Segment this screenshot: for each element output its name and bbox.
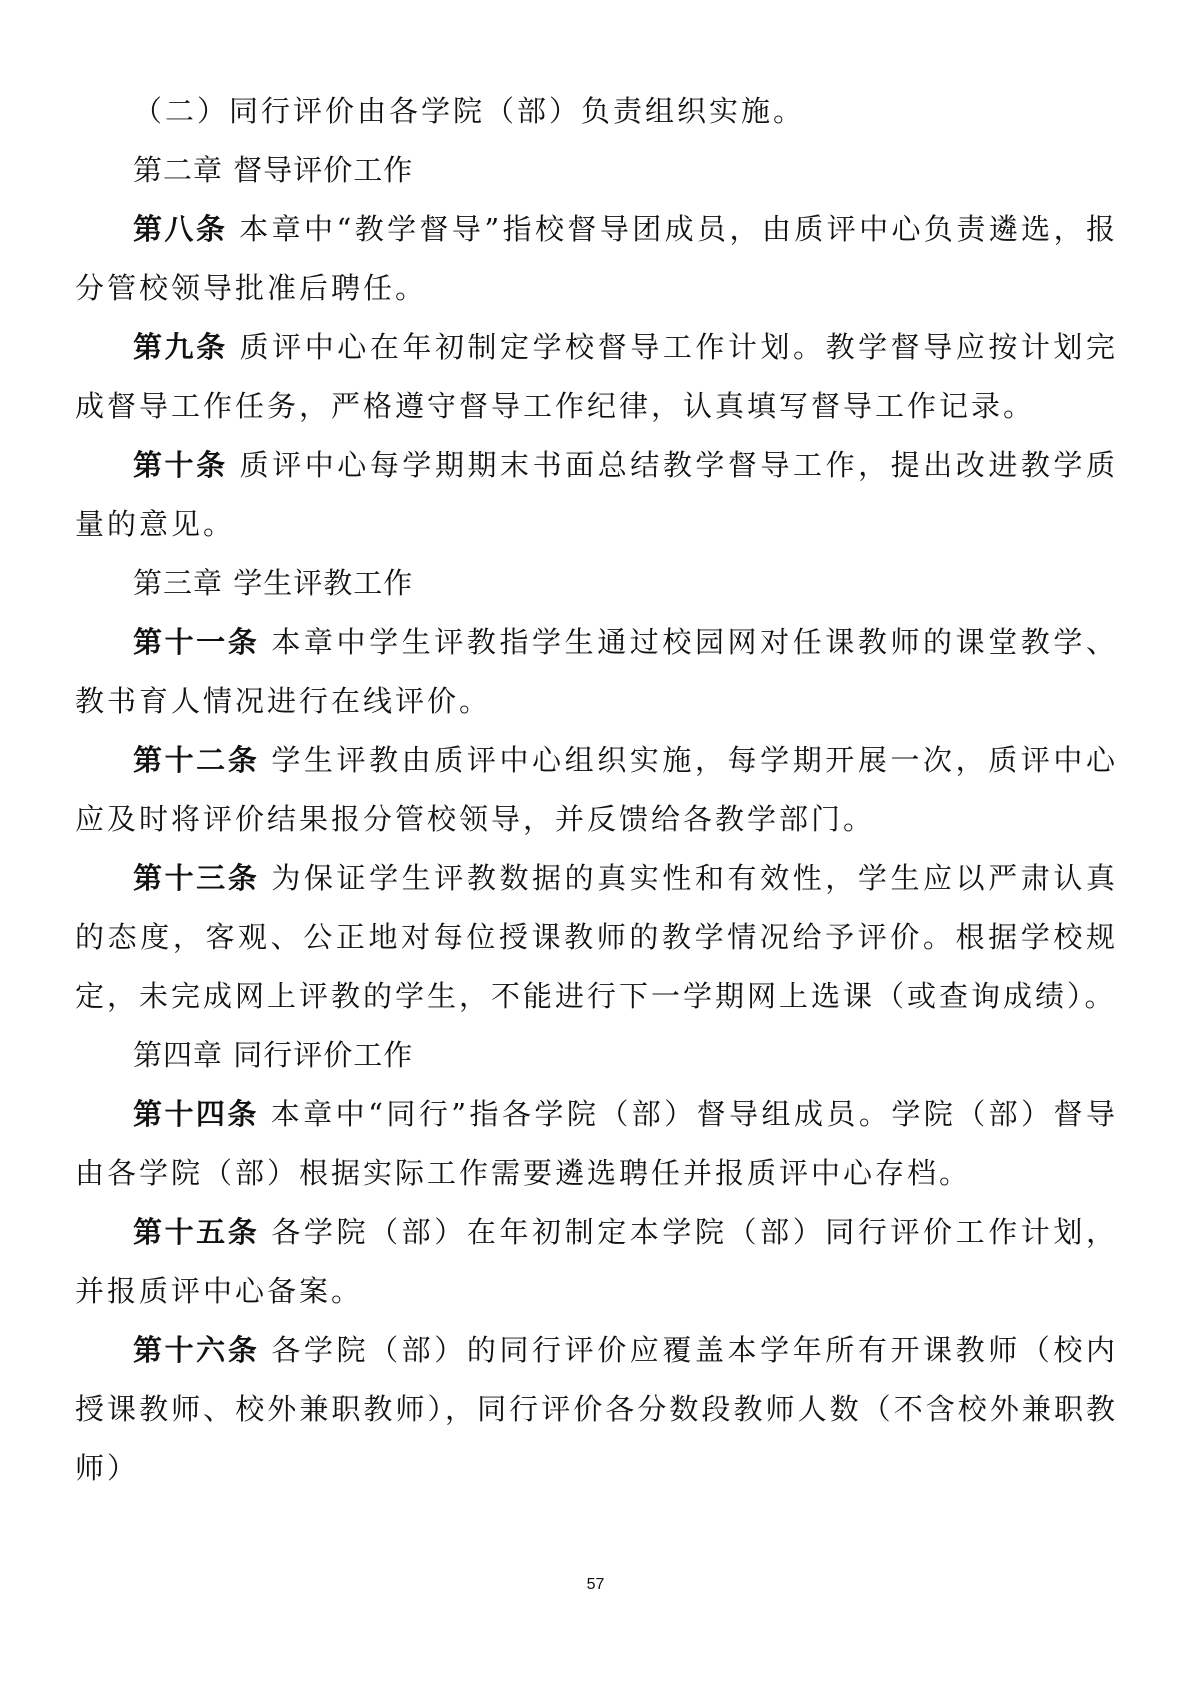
paragraph-intro (75, 82, 1118, 141)
article-text: 质评中心在年初制定学校督导工作计划。教学督导应按计划完成督导工作任务，严格遵守督导工作纪律，认真填写督导工作记录。 (75, 330, 1118, 423)
article-11 (75, 613, 1118, 731)
article-text: 本章中“同行”指各学院（部）督导组成员。学院（部）督导由各学院（部）根据实际工作需要遴选聘任并报质评中心存档。 (75, 1097, 1118, 1190)
article-16 (75, 1321, 1118, 1498)
article-text: 各学院（部）在年初制定本学院（部）同行评价工作计划，并报质评中心备案。 (75, 1215, 1118, 1308)
article-label: 第八条 (133, 212, 228, 246)
article-label: 第十三条 (133, 861, 260, 895)
article-10 (75, 436, 1118, 554)
article-label: 第十五条 (133, 1215, 260, 1249)
article-label: 第十一条 (133, 625, 260, 659)
article-text: 各学院（部）的同行评价应覆盖本学年所有开课教师（校内授课教师、校外兼职教师），同行评价各分数段教师人数（不含校外兼职教师） (75, 1333, 1118, 1485)
article-text: 本章中学生评教指学生通过校园网对任课教师的课堂教学、教书育人情况进行在线评价。 (75, 625, 1118, 718)
document-body (75, 82, 1118, 1498)
article-14 (75, 1085, 1118, 1203)
article-text: 为保证学生评教数据的真实性和有效性，学生应以严肃认真的态度，客观、公正地对每位授课教师的教学情况给予评价。根据学校规定，未完成网上评教的学生，不能进行下一学期网上选课（或查询成绩）。 (75, 861, 1118, 1013)
article-label: 第九条 (133, 330, 228, 364)
article-label: 第十六条 (133, 1333, 260, 1367)
article-13 (75, 849, 1118, 1026)
article-label: 第十二条 (133, 743, 260, 777)
article-12 (75, 731, 1118, 849)
chapter-heading: 第四章 同行评价工作 (133, 1038, 414, 1072)
chapter-heading: 第二章 督导评价工作 (133, 153, 414, 187)
article-text: 学生评教由质评中心组织实施，每学期开展一次，质评中心应及时将评价结果报分管校领导，并反馈给各教学部门。 (75, 743, 1118, 836)
article-15 (75, 1203, 1118, 1321)
article-text: 本章中“教学督导”指校督导团成员，由质评中心负责遴选，报分管校领导批准后聘任。 (75, 212, 1118, 305)
article-8 (75, 200, 1118, 318)
article-label: 第十条 (133, 448, 228, 482)
paragraph-text: （二）同行评价由各学院（部）负责组织实施。 (133, 94, 806, 128)
article-label: 第十四条 (133, 1097, 259, 1131)
article-text: 质评中心每学期期末书面总结教学督导工作，提出改进教学质量的意见。 (75, 448, 1118, 541)
article-9 (75, 318, 1118, 436)
page-number: 57 (586, 1576, 605, 1593)
chapter-heading: 第三章 学生评教工作 (133, 566, 414, 600)
